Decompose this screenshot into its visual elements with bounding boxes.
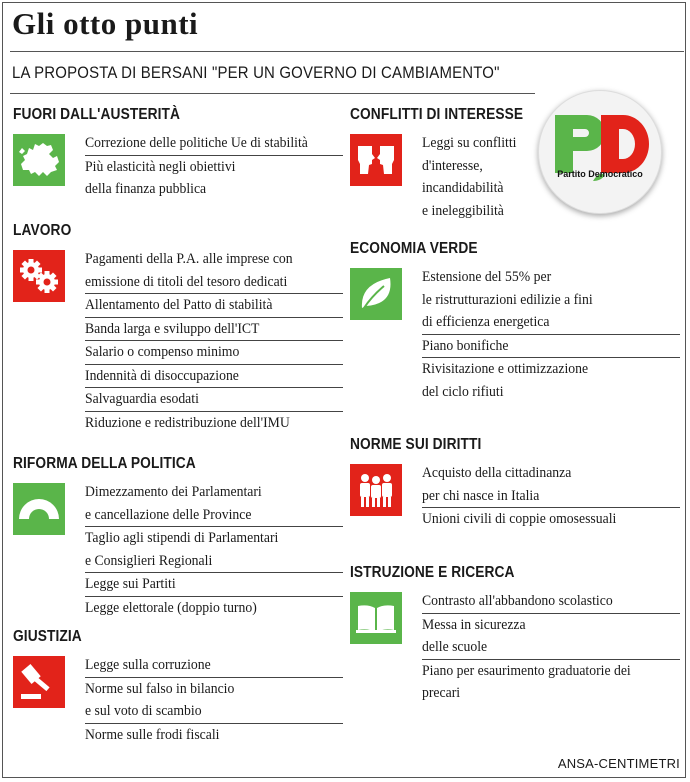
item-line: emissione di titoli del tesoro dedicati [85, 273, 288, 290]
section-lavoro [13, 222, 343, 434]
item-line: di efficienza energetica [422, 314, 550, 330]
item-line: Unioni civili di coppie omosessuali [422, 511, 617, 527]
section-title: GIUSTIZIA [13, 628, 82, 645]
list-item [85, 678, 343, 724]
section-title: NORME SUI DIRITTI [350, 436, 482, 453]
item-line: e sul voto di scambio [85, 703, 202, 719]
faces-icon [350, 134, 402, 186]
item-line: e Consiglieri Regionali [85, 552, 213, 569]
items-istruzione [422, 590, 680, 705]
section-title: CONFLITTI DI INTERESSE [350, 106, 524, 123]
parliament-icon [13, 483, 65, 535]
leaf-icon [350, 268, 402, 320]
items-verde [422, 266, 680, 403]
item-line: Dimezzamento dei Parlamentari [85, 484, 262, 500]
item-line: Contrasto all'abbandono scolastico [422, 593, 613, 609]
list-item [422, 614, 680, 660]
list-item [85, 388, 343, 412]
item-line: per chi nasce in Italia [422, 487, 540, 504]
list-item [85, 412, 343, 435]
list-item [85, 527, 343, 573]
pd-logo-text: Partito Democratico [557, 169, 643, 179]
europe-map-icon [13, 134, 65, 186]
list-item [85, 481, 343, 527]
item-line: Riduzione e redistribuzione dell'IMU [85, 414, 290, 431]
items-politica [85, 481, 343, 619]
section-conflitti [350, 106, 540, 222]
list-item [85, 248, 343, 294]
items-conflitti [422, 132, 540, 222]
section-politica [13, 455, 343, 619]
list-item [85, 573, 343, 597]
list-item [422, 132, 540, 222]
item-line: della finanza pubblica [85, 181, 207, 197]
items-diritti [422, 462, 680, 531]
source-credit: ANSA-CENTIMETRI [557, 756, 680, 771]
gavel-icon [13, 656, 65, 708]
item-line: Più elasticità negli obiettivi [85, 158, 236, 175]
title-rule [10, 51, 684, 52]
people-icon [350, 464, 402, 516]
item-line: Salvaguardia esodati [85, 391, 199, 407]
section-title: FUORI DALL'AUSTERITÀ [13, 106, 181, 123]
item-line: Legge sulla corruzione [85, 657, 211, 673]
page-title: Gli otto punti [12, 6, 199, 41]
item-line: Salario o compenso minimo [85, 344, 240, 360]
item-line: Allentamento del Patto di stabilità [85, 297, 273, 313]
item-line: Messa in sicurezza [422, 616, 526, 633]
item-line: Acquisto della cittadinanza [422, 465, 572, 481]
list-item [85, 132, 343, 156]
list-item [85, 654, 343, 678]
list-item [85, 365, 343, 389]
list-item [422, 590, 680, 614]
item-line: Banda larga e sviluppo dell'ICT [85, 320, 260, 337]
item-line: e cancellazione delle Province [85, 506, 252, 523]
book-icon [350, 592, 402, 644]
section-istruzione [350, 564, 680, 705]
list-item [422, 462, 680, 508]
pd-logo [538, 90, 662, 214]
item-line: Legge sui Partiti [85, 576, 176, 592]
item-line: Norme sulle frodi fiscali [85, 726, 220, 743]
item-line: e ineleggibilità [422, 202, 504, 219]
list-item [85, 318, 343, 342]
section-giustizia [13, 628, 343, 746]
list-item [85, 597, 343, 620]
list-item [85, 724, 343, 747]
section-title: LAVORO [13, 222, 72, 239]
section-title: ECONOMIA VERDE [350, 240, 478, 257]
item-line: Correzione delle politiche Ue di stabilità [85, 135, 308, 151]
item-line: Taglio agli stipendi di Parlamentari [85, 530, 279, 546]
list-item [85, 294, 343, 318]
list-item [422, 660, 680, 705]
subtitle-rule [10, 93, 535, 94]
item-line: Norme sul falso in bilancio [85, 680, 235, 697]
list-item [422, 508, 680, 531]
item-line: precari [422, 685, 461, 701]
section-title: RIFORMA DELLA POLITICA [13, 455, 196, 472]
item-line: Piano per esaurimento graduatorie dei [422, 662, 631, 679]
item-line: Estensione del 55% per [422, 269, 552, 285]
item-line: incandidabilità [422, 180, 504, 196]
section-diritti [350, 436, 680, 531]
item-line: le ristrutturazioni edilizie a fini [422, 291, 593, 308]
section-title: ISTRUZIONE E RICERCA [350, 564, 515, 581]
list-item [422, 335, 680, 359]
items-austerita [85, 132, 343, 201]
item-line: delle scuole [422, 639, 488, 655]
page-subtitle: LA PROPOSTA DI BERSANI "PER UN GOVERNO DI CAMBIAMENTO" [12, 63, 500, 82]
item-line: del ciclo rifiuti [422, 383, 504, 400]
item-line: Rivisitazione e ottimizzazione [422, 361, 589, 377]
item-line: Pagamenti della P.A. alle imprese con [85, 251, 293, 267]
item-line: Leggi su conflitti [422, 135, 517, 151]
items-giustizia [85, 654, 343, 746]
list-item [85, 341, 343, 365]
gears-icon [13, 250, 65, 302]
items-lavoro [85, 248, 343, 434]
section-austerita [13, 106, 343, 201]
list-item [85, 156, 343, 201]
item-line: Legge elettorale (doppio turno) [85, 599, 257, 616]
list-item [422, 266, 680, 335]
item-line: Piano bonifiche [422, 337, 509, 354]
item-line: Indennità di disoccupazione [85, 367, 239, 384]
item-line: d'interesse, [422, 157, 483, 174]
list-item [422, 358, 680, 403]
section-verde [350, 240, 680, 403]
